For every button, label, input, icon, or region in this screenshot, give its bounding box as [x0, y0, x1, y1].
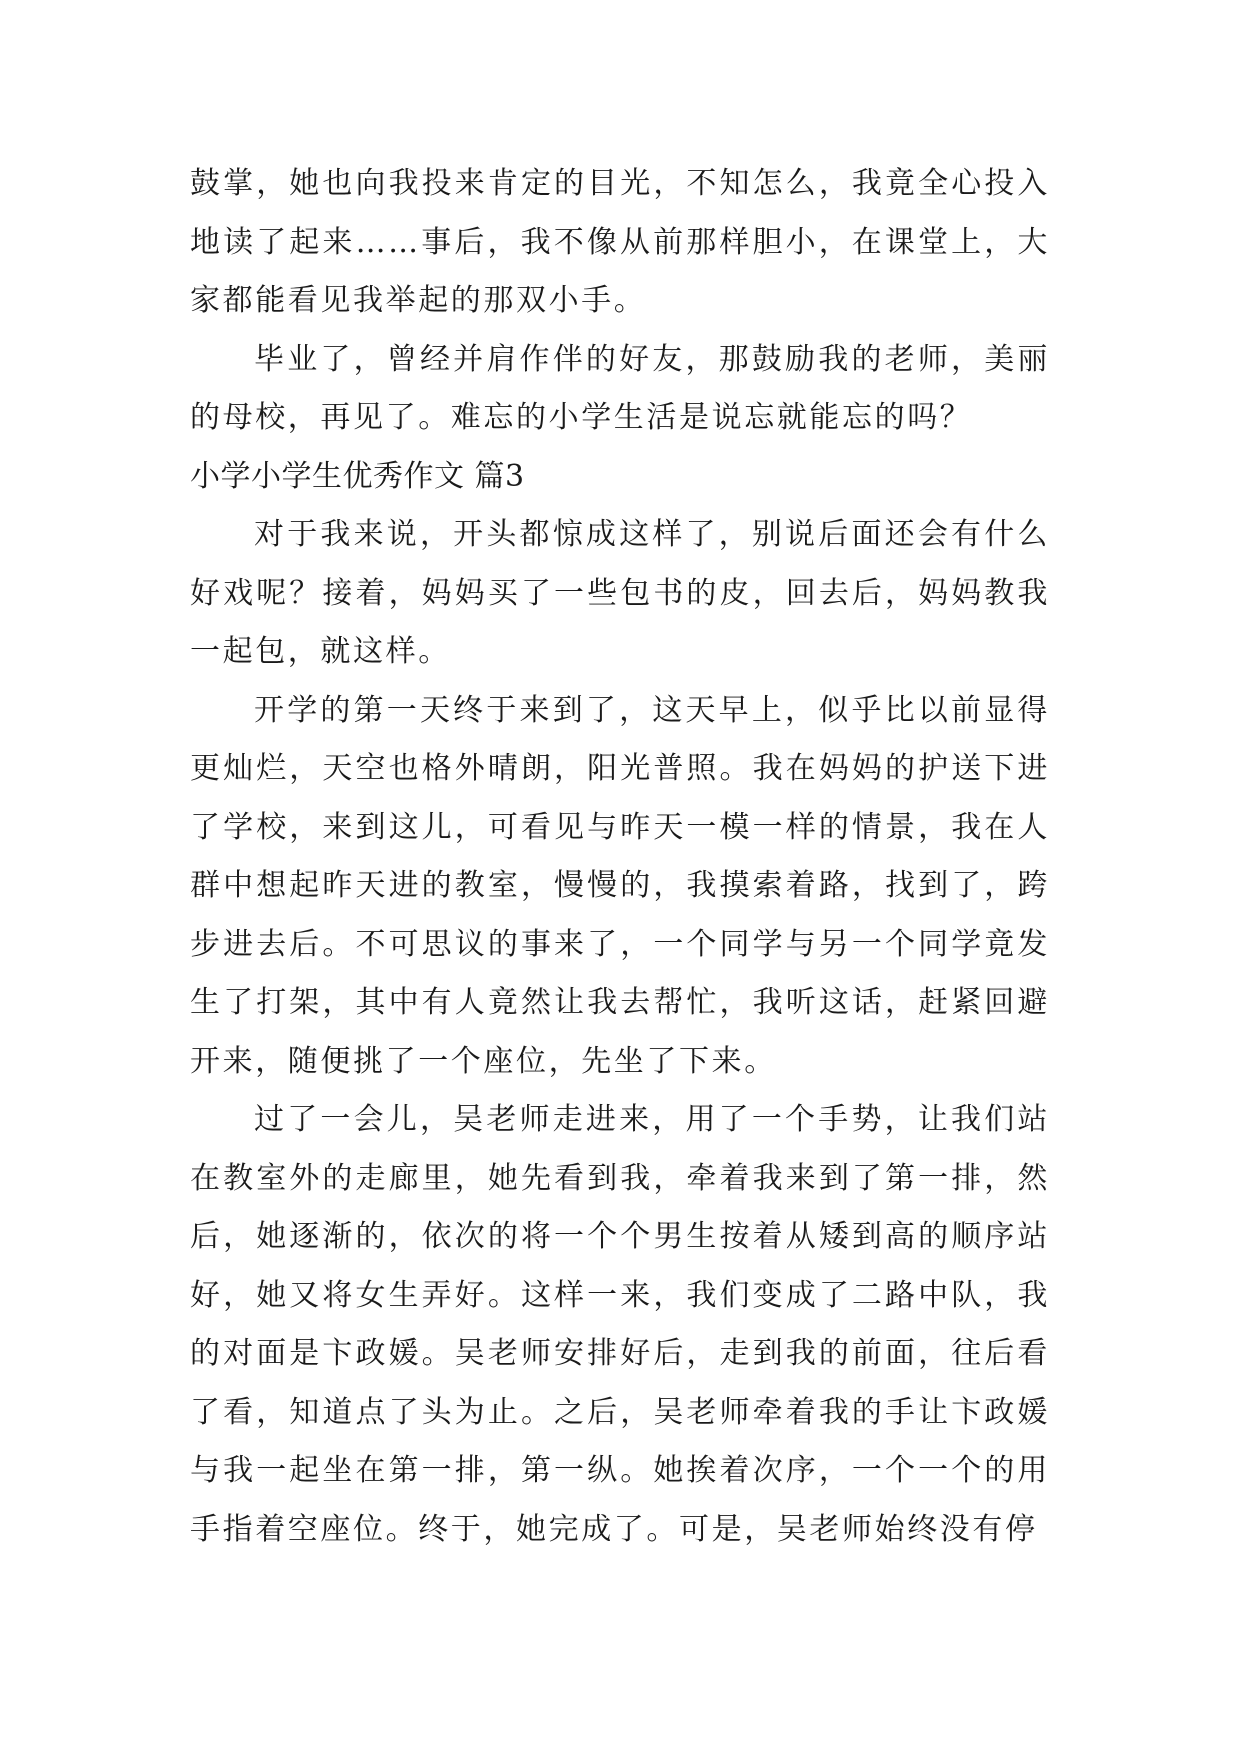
section-heading: 小学小学生优秀作文 篇3 [190, 458, 525, 494]
paragraph-4: 开学的第一天终于来到了，这天早上，似乎比以前显得更灿烂，天空也格外晴朗，阳光普照。我在妈妈的护送下进了学校，来到这儿，可看见与昨天一模一样的情景，我在人群中想起昨天进的教室，慢慢的，我摸索着路，找到了，跨步进去后。不可思议的事来了，一个同学与另一个同学竟发生了打架，其中有人竟然让我去帮忙，我听这话，赶紧回避开来，随便挑了一个座位，先坐了下来。 [190, 692, 1050, 1079]
paragraph-5: 过了一会儿，吴老师走进来，用了一个手势，让我们站在教室外的走廊里，她先看到我，牵着我来到了第一排，然后，她逐渐的，依次的将一个个男生按着从矮到高的顺序站好，她又将女生弄好。这样一来，我们变成了二路中队，我的对面是卞政媛。吴老师安排好后，走到我的前面，往后看了看，知道点了头为止。之后，吴老师牵着我的手让卞政媛与我一起坐在第一排，第一纵。她挨着次序，一个一个的用手指着空座位。终于，她完成了。可是，吴老师始终没有停 [190, 1102, 1050, 1547]
paragraph-2: 毕业了，曾经并肩作伴的好友，那鼓励我的老师，美丽的母校，再见了。难忘的小学生活是说忘就能忘的吗？ [190, 341, 1050, 435]
paragraph-1: 鼓掌，她也向我投来肯定的目光，不知怎么，我竟全心投入地读了起来……事后，我不像从前那样胆小，在课堂上，大家都能看见我举起的那双小手。 [190, 166, 1050, 318]
document-body [190, 155, 1050, 1559]
paragraph-3: 对于我来说，开头都惊成这样了，别说后面还会有什么好戏呢？接着，妈妈买了一些包书的皮，回去后，妈妈教我一起包，就这样。 [190, 517, 1050, 669]
